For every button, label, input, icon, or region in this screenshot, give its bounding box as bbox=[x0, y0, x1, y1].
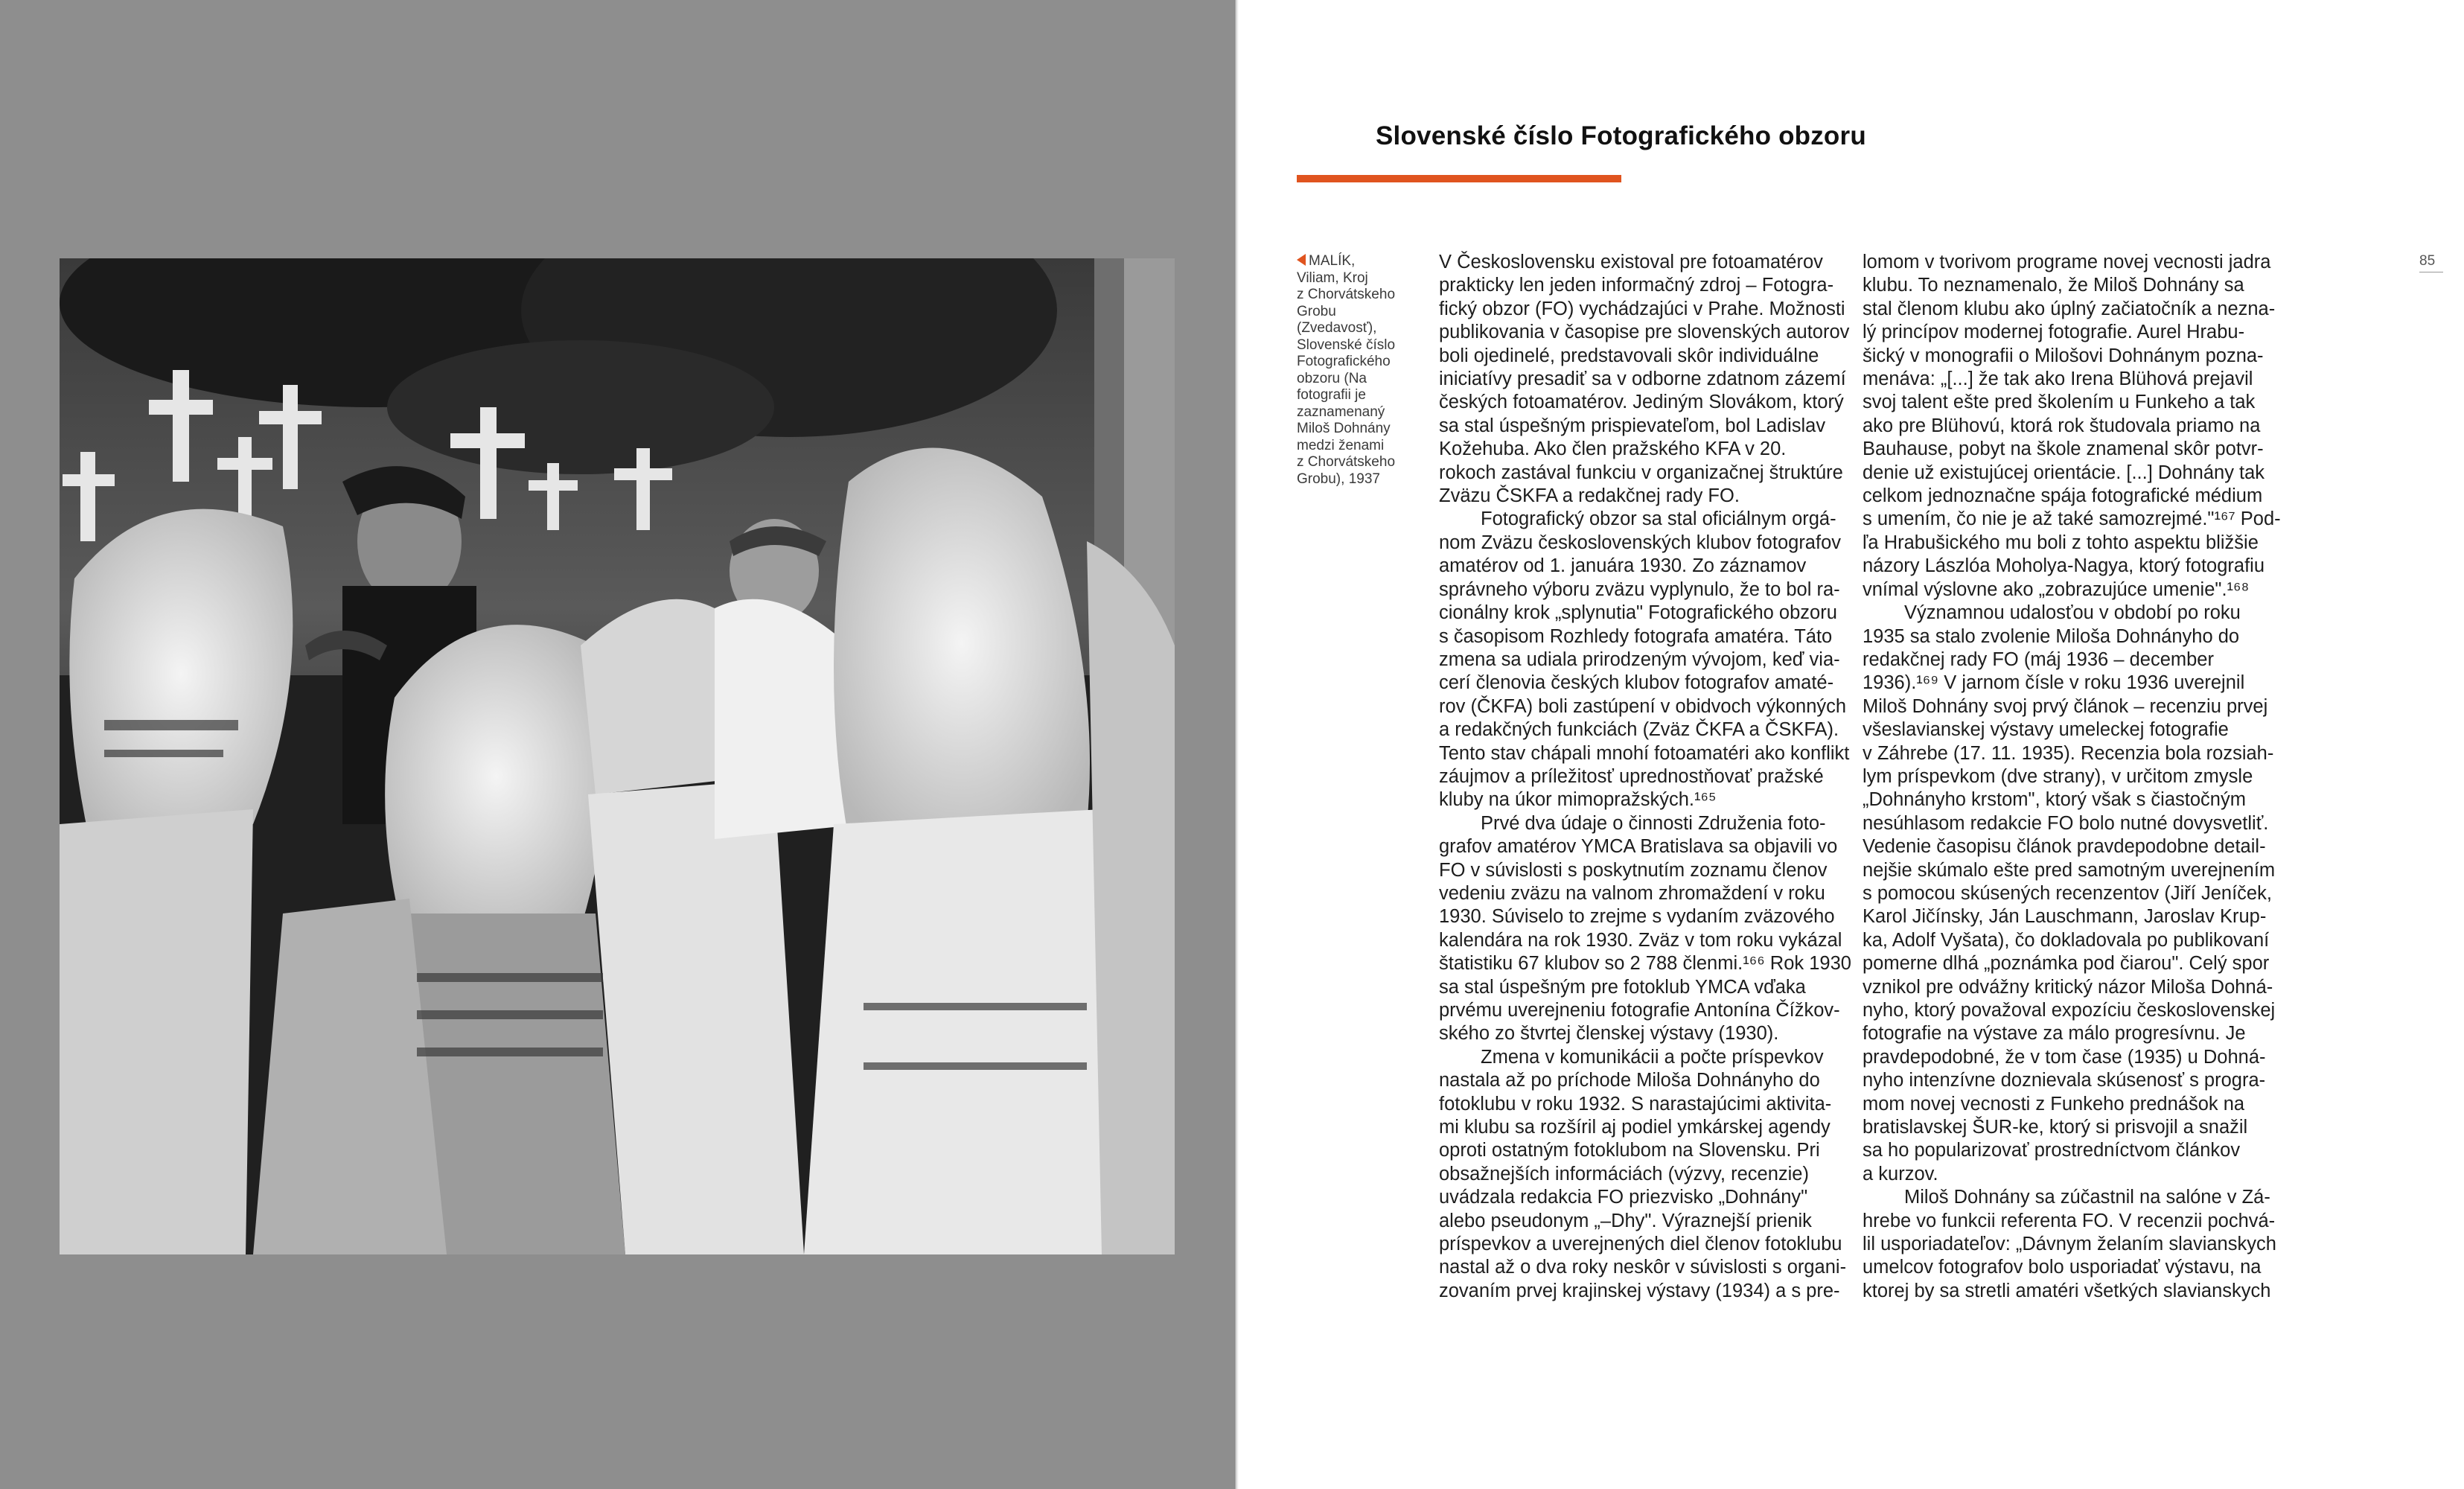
text-line: FO v súvislosti s poskytnutím zoznamu členov bbox=[1439, 859, 1828, 881]
text-line: v Záhrebe (17. 11. 1935). Recenzia bola rozsiah- bbox=[1863, 742, 2274, 764]
body-column-2 bbox=[1863, 251, 2281, 1303]
text-line: ského zo štvrtej členskej výstavy (1930). bbox=[1439, 1023, 1779, 1045]
text-line: kluby na úkor mimopražských.¹⁶⁵ bbox=[1439, 789, 1717, 811]
text-line: lym príspevkom (dve strany), v určitom zmysle bbox=[1863, 765, 2253, 787]
text-line: 1930. Súviselo to zrejme s vydaním zväzového bbox=[1439, 906, 1835, 928]
photograph-folk-costume-women bbox=[60, 258, 1175, 1254]
text-line: zovaním prvej krajinskej výstavy (1934) a s pre- bbox=[1439, 1280, 1840, 1301]
text-line: V Československu existoval pre fotoamatérov bbox=[1439, 252, 1823, 272]
text-line: Významnou udalosťou v období po roku bbox=[1904, 602, 2241, 624]
caption-line: Grobu bbox=[1297, 303, 1336, 319]
text-line: amatérov od 1. januára 1930. Zo záznamov bbox=[1439, 555, 1807, 577]
body-column-1 bbox=[1439, 251, 1851, 1303]
text-line: príspevkov a uverejnených diel členov fotoklubu bbox=[1439, 1234, 1842, 1255]
text-line: zmena sa udiala prirodzeným vývojom, keď via- bbox=[1439, 648, 1840, 670]
text-line: denie už existujúcej orientácie. [...] Dohnány tak bbox=[1863, 462, 2265, 483]
text-line: mi klubu sa rozšíril aj podiel ymkárskej agendy bbox=[1439, 1117, 1831, 1138]
text-line: hrebe vo funkcii referenta FO. V recenzii pochvá- bbox=[1863, 1210, 2276, 1231]
text-line: ako pre Blühovú, ktorá rok študovala priamo na bbox=[1863, 415, 2261, 436]
text-line: všeslavianskej výstavy umeleckej fotografie bbox=[1863, 719, 2229, 741]
caption-line: Fotografického bbox=[1297, 354, 1391, 369]
text-line: nejšie skúmalo ešte pred samotným uverejnením bbox=[1863, 859, 2276, 881]
text-line: názory Lászlóa Moholya-Nagya, ktorý fotografiu bbox=[1863, 555, 2265, 577]
text-line: záujmov a príležitosť uprednostňovať pražské bbox=[1439, 765, 1824, 787]
text-line: fický obzor (FO) vychádzajúci v Prahe. Možnosti bbox=[1439, 298, 1845, 319]
caption-line: fotografii je bbox=[1297, 387, 1366, 403]
text-line: pomerne dlhá „poznámka pod čiarou". Celý spor bbox=[1863, 953, 2270, 975]
photo-caption bbox=[1297, 253, 1423, 488]
text-line: rov (ČKFA) boli zastúpení v obidvoch výkonných bbox=[1439, 695, 1847, 717]
text-line: nyho, ktorý považoval expozíciu československej bbox=[1863, 1000, 2276, 1021]
text-line: šický v monografii o Milošovi Dohnánym pozna- bbox=[1863, 345, 2264, 366]
caption-line: Grobu), 1937 bbox=[1297, 471, 1380, 487]
text-line: 1935 sa stalo zvolenie Miloša Dohnányho do bbox=[1863, 625, 2240, 647]
caption-line: medzi ženami bbox=[1297, 437, 1385, 453]
text-line: ka, Adolf Vyšata), čo dokladovala po publikovaní bbox=[1863, 929, 2270, 951]
text-line: nyho intenzívne doznievala skúsenosť s progra- bbox=[1863, 1070, 2266, 1091]
text-line: s pomocou skúsených recenzentov (Jiří Jeníček, bbox=[1863, 882, 2272, 904]
text-line: lil usporiadateľov: „Dávnym želaním slavianskych bbox=[1863, 1234, 2276, 1255]
text-line: Tento stav chápali mnohí fotoamatéri ako konflikt bbox=[1439, 742, 1850, 764]
page-number: 85 bbox=[2419, 253, 2436, 269]
text-line: nesúhlasom redakcie FO bolo nutné dovysvetliť. bbox=[1863, 812, 2269, 834]
text-line: alebo pseudonym „–Dhy". Výraznejší prienik bbox=[1439, 1210, 1812, 1231]
text-line: ktorej by sa stretli amatéri všetkých slavianskych bbox=[1863, 1280, 2271, 1301]
text-line: vnímal výslovne ako „zobrazujúce umenie".¹⁶⁸ bbox=[1863, 578, 2250, 600]
text-line: lomom v tvorivom programe novej vecnosti jadra bbox=[1863, 252, 2271, 272]
text-line: iniciatívy presadiť sa v odborne zdatnom zázemí bbox=[1439, 369, 1846, 390]
text-line: Miloš Dohnány svoj prvý článok – recenziu prvej bbox=[1863, 695, 2268, 717]
text-line: Prvé dva údaje o činnosti Združenia foto- bbox=[1481, 812, 1826, 834]
text-line: bratislavskej ŠUR-ke, ktorý si prisvojil a snažil bbox=[1863, 1117, 2248, 1138]
text-line: prakticky len jeden informačný zdroj – Fotogra- bbox=[1439, 275, 1834, 296]
text-line: prvému uverejneniu fotografie Antonína Čížkov- bbox=[1439, 1000, 1840, 1021]
text-line: celkom jednoznačne spája fotografické médium bbox=[1863, 485, 2263, 507]
caption-line: obzoru (Na bbox=[1297, 370, 1367, 386]
caption-line: (Zvedavosť), bbox=[1297, 320, 1377, 336]
text-line: Miloš Dohnány sa zúčastnil na salóne v Zá- bbox=[1904, 1187, 2270, 1208]
text-line: nastal až o dva roky neskôr v súvislosti s organi- bbox=[1439, 1257, 1847, 1278]
text-line: obsažnejších informáciách (výzvy, recenzie) bbox=[1439, 1163, 1809, 1184]
text-line: kalendára na rok 1930. Zväz v tom roku vykázal bbox=[1439, 929, 1842, 951]
text-line: Kožehuba. Ako člen pražského KFA v 20. bbox=[1439, 439, 1787, 460]
text-line: českých fotoamatérov. Jediným Slovákom, ktorý bbox=[1439, 392, 1844, 413]
text-line: „Dohnányho krstom", ktorý však s čiastočným bbox=[1863, 789, 2246, 811]
caption-line: Slovenské číslo bbox=[1297, 337, 1396, 353]
title-accent-rule bbox=[1297, 175, 1621, 182]
caption-line: z Chorvátskeho bbox=[1297, 287, 1396, 302]
text-line: nom Zväzu československých klubov fotografov bbox=[1439, 532, 1842, 553]
text-line: redakčnej rady FO (máj 1936 – december bbox=[1863, 648, 2214, 670]
text-line: menáva: „[...] že tak ako Irena Blühová prejavil bbox=[1863, 369, 2253, 390]
text-line: umelcov fotografov bolo usporiadať výstavu, na bbox=[1863, 1257, 2262, 1278]
text-line: stal členom klubu ako úplný začiatočník a nezna- bbox=[1863, 298, 2276, 319]
text-line: cerí členovia českých klubov fotografov amaté- bbox=[1439, 672, 1834, 694]
caption-line: zaznamenaný bbox=[1297, 404, 1385, 420]
text-line: fotografie na výstave za málo progresívnu. Je bbox=[1863, 1023, 2246, 1045]
text-line: Fotografický obzor sa stal oficiálnym orgá- bbox=[1481, 508, 1836, 530]
text-line: nastala až po príchode Miloša Dohnányho do bbox=[1439, 1070, 1820, 1091]
text-line: Zväzu ČSKFA a redakčnej rady FO. bbox=[1439, 485, 1740, 507]
text-line: Karol Jičínsky, Ján Lauschmann, Jaroslav Krup- bbox=[1863, 906, 2267, 928]
text-line: cionálny krok „splynutia" Fotografického obzoru bbox=[1439, 602, 1837, 624]
text-line: štatistiku 67 klubov so 2 788 členmi.¹⁶⁶ Rok 1930 bbox=[1439, 953, 1851, 975]
text-line: a redakčných funkciách (Zväz ČKFA a ČSKFA). bbox=[1439, 719, 1839, 741]
text-line: a kurzov. bbox=[1863, 1163, 1938, 1184]
text-line: klubu. To neznamenalo, že Miloš Dohnány sa bbox=[1863, 275, 2244, 296]
text-line: pravdepodobné, že v tom čase (1935) u Dohná- bbox=[1863, 1046, 2266, 1068]
caption-line: z Chorvátskeho bbox=[1297, 454, 1396, 470]
text-line: rokoch zastával funkciu v organizačnej štruktúre bbox=[1439, 462, 1843, 483]
caption-line: Viliam, Kroj bbox=[1297, 270, 1368, 286]
text-line: vedeniu zväzu na valnom zhromaždení v roku bbox=[1439, 882, 1825, 904]
caption-line: Miloš Dohnány bbox=[1297, 421, 1391, 436]
text-line: mom novej vecnosti z Funkeho prednášok na bbox=[1863, 1093, 2245, 1115]
text-line: Vedenie časopisu článok pravdepodobne detail- bbox=[1863, 836, 2266, 858]
text-line: s časopisom Rozhledy fotografa amatéra. Táto bbox=[1439, 625, 1833, 647]
text-line: správneho výboru zväzu vyplynulo, že to bol ra- bbox=[1439, 578, 1840, 600]
text-line: svoj talent ešte pred školením u Funkeho a tak bbox=[1863, 392, 2256, 413]
text-line: publikovania v časopise pre slovenských autorov bbox=[1439, 322, 1850, 343]
text-line: fotoklubu v roku 1932. S narastajúcimi aktivita- bbox=[1439, 1093, 1832, 1115]
text-line: sa stal úspešným pre fotoklub YMCA vďaka bbox=[1439, 976, 1806, 998]
text-line: lý princípov modernej fotografie. Aurel Hrabu- bbox=[1863, 322, 2245, 343]
text-line: sa ho popularizovať prostredníctvom článkov bbox=[1863, 1140, 2241, 1161]
text-line: Zmena v komunikácii a počte príspevkov bbox=[1481, 1046, 1824, 1068]
text-line: vznikol pre odvážny kritický názor Miloša Dohná- bbox=[1863, 976, 2273, 998]
caption-pointer-icon bbox=[1297, 254, 1306, 266]
caption-line: MALÍK, bbox=[1309, 253, 1356, 269]
text-line: ľa Hrabušického mu boli z tohto aspektu bližšie bbox=[1863, 532, 2259, 553]
text-line: sa stal úspešným prispievateľom, bol Ladislav bbox=[1439, 415, 1826, 436]
text-line: Bauhause, pobyt na škole znamenal skôr potvr- bbox=[1863, 439, 2264, 460]
text-line: grafov amatérov YMCA Bratislava sa objavili vo bbox=[1439, 836, 1838, 858]
right-page bbox=[1239, 0, 2464, 1489]
page-title: Slovenské číslo Fotografického obzoru bbox=[1376, 121, 1866, 150]
text-line: 1936).¹⁶⁹ V jarnom čísle v roku 1936 uverejnil bbox=[1863, 672, 2245, 694]
text-line: boli ojedinelé, predstavovali skôr individuálne bbox=[1439, 345, 1819, 366]
text-line: s umením, čo nie je až také samozrejmé."¹⁶⁷ Pod- bbox=[1863, 508, 2281, 530]
text-line: uvádzala redakcia FO priezvisko „Dohnány" bbox=[1439, 1187, 1808, 1208]
text-line: oproti ostatným fotoklubom na Slovensku. Pri bbox=[1439, 1140, 1820, 1161]
